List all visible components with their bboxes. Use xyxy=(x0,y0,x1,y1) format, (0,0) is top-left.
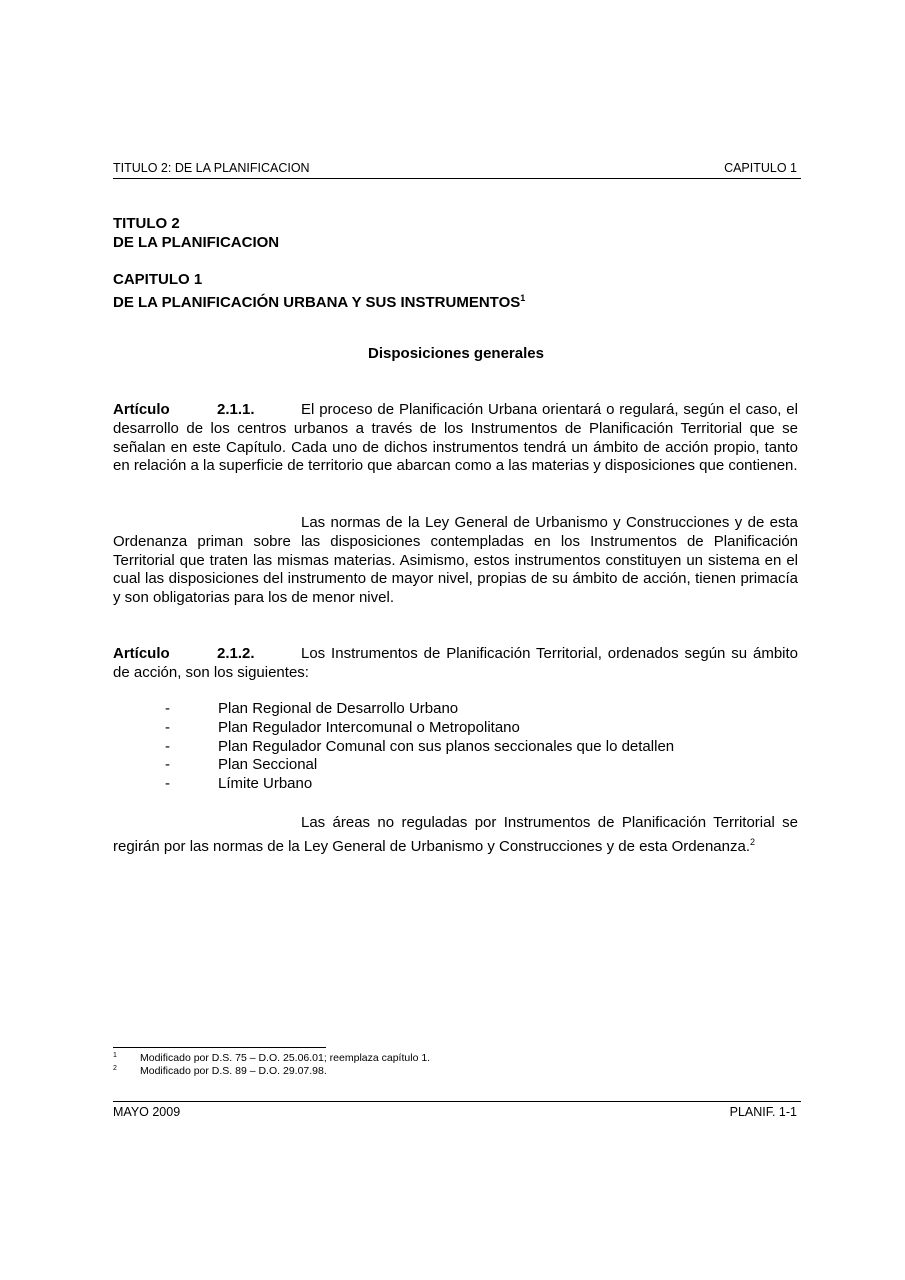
footnote-text: Modificado por D.S. 75 – D.O. 25.06.01; reemplaza capítulo 1. xyxy=(140,1052,431,1064)
article-number: 2.1.1. xyxy=(217,401,255,418)
footer-date: MAYO 2009 xyxy=(113,1105,181,1119)
article-2-1-1 xyxy=(113,401,798,476)
document-page: TITULO 2: DE LA PLANIFICACION CAPITULO 1 TITULO 2 DE LA PLANIFICACION CAPITULO 1 DE LA PLANIFICACIÓN URBANA Y SUS INSTRUMENTOS$^1$ Disposiciones generales Artículo 2.1.1. El proceso de Planificación Urbana orientará o regulará, según el caso, el desarrollo de los centros urbanos a través de los Instrumentos de Planificación Territorial que se señalan en este Capítulo. Cada uno de dichos instrumentos tendrá un ámbito de acción propio, tanto en relación a la superficie de territorio que abarcan como a las materias y disposiciones que contienen. Las normas de la Ley General de Urbanismo y Construcciones y de esta Ordenanza priman sobre las disposiciones contempladas en los Instrumentos de Planificación Territorial que traten las mismas materias. Asimismo, estos instrumentos constituyen un sistema en el cual las disposiciones del instrumento de mayor nivel, propias de su ámbito de acción, tienen primacía y son obligatorias para los de menor nivel. Artículo 2.1.2. Los Instrumentos de Planificación Territorial, ordenados según su ámbito de acción, son los siguientes: - Plan Regional de Desarrollo Urbano - Plan Regulador Intercomunal o Metropolitano - Plan Regulador Comunal con sus planos seccionales que lo detallen - Plan Seccional - Límite Urbano Las áreas no reguladas por Instrumentos de Planificación Territorial se regirán por las normas de la Ley General de Urbanismo y Construcciones y de esta Ordenanza.$^2$ 1 Modificado por D.S. 75 – D.O. 25.06.01; reemplaza capítulo 1. 2 Modificado por D.S. 89 – D.O. 29.07.98. MAYO 2009 PLANIF. 1-1 xyxy=(0,0,905,1280)
footnote-text: Modificado por D.S. 89 – D.O. 29.07.98. xyxy=(140,1065,327,1077)
chapter-line-2: DE LA PLANIFICACIÓN URBANA Y SUS INSTRUMENTOS xyxy=(113,294,521,311)
article-text: El proceso de Planificación Urbana orientará o regulará, según el caso, el desarrollo de los centros urbanos a través de los Instrumentos de Planificación Territorial que se señalan en este Capítulo. Cada uno de dichos instrumentos tendrá un ámbito de acción propio, tanto en relación a la superficie de territorio que abarcan como a las materias y disposiciones que contienen. xyxy=(113,401,798,475)
chapter-line-1: CAPITULO 1 xyxy=(113,271,203,288)
title-line-2: DE LA PLANIFICACION xyxy=(113,234,280,251)
title-line-1: TITULO 2 xyxy=(113,215,180,232)
footnote-number: 1 xyxy=(113,1052,117,1059)
article-2-1-2-paragraph-2 xyxy=(113,814,798,857)
paragraph-text: Las normas de la Ley General de Urbanismo y Construcciones y de esta Ordenanza priman sobre las disposiciones contempladas en los Instrumentos de Planificación Territorial que traten las mismas materias. Asimismo, estos instrumentos constituyen un sistema en el cual las disposiciones del instrumento de mayor nivel, propias de su ámbito de acción, tienen primacía y son obligatorias para los de menor nivel. xyxy=(113,514,798,607)
article-2-1-2 xyxy=(113,645,798,683)
article-text: Los Instrumentos de Planificación Territorial, ordenados según su ámbito de acción, son los siguientes: xyxy=(113,645,798,681)
article-label: Artículo xyxy=(113,645,170,662)
section-title: Disposiciones generales xyxy=(368,345,544,362)
paragraph-text: Las áreas no reguladas por Instrumentos de Planificación Territorial se regirán por las normas de la Ley General de Urbanismo y Construcciones y de esta Ordenanza. xyxy=(113,814,798,855)
header-title: TITULO 2: DE LA PLANIFICACION xyxy=(113,161,310,175)
footnote-number: 2 xyxy=(113,1065,117,1072)
article-label: Artículo xyxy=(113,401,170,418)
running-header xyxy=(113,160,801,179)
page-number: PLANIF. 1-1 xyxy=(729,1105,797,1119)
footnote-ref-2: 2 xyxy=(750,836,756,847)
running-footer xyxy=(113,1101,801,1119)
article-number: 2.1.2. xyxy=(217,645,255,662)
chapter-heading xyxy=(113,270,525,312)
footnote-separator xyxy=(113,1047,326,1048)
footnote-ref-1: 1 xyxy=(520,293,526,303)
header-chapter: CAPITULO 1 xyxy=(724,161,797,175)
title-heading xyxy=(113,214,279,252)
article-2-1-1-paragraph-2 xyxy=(113,514,798,608)
